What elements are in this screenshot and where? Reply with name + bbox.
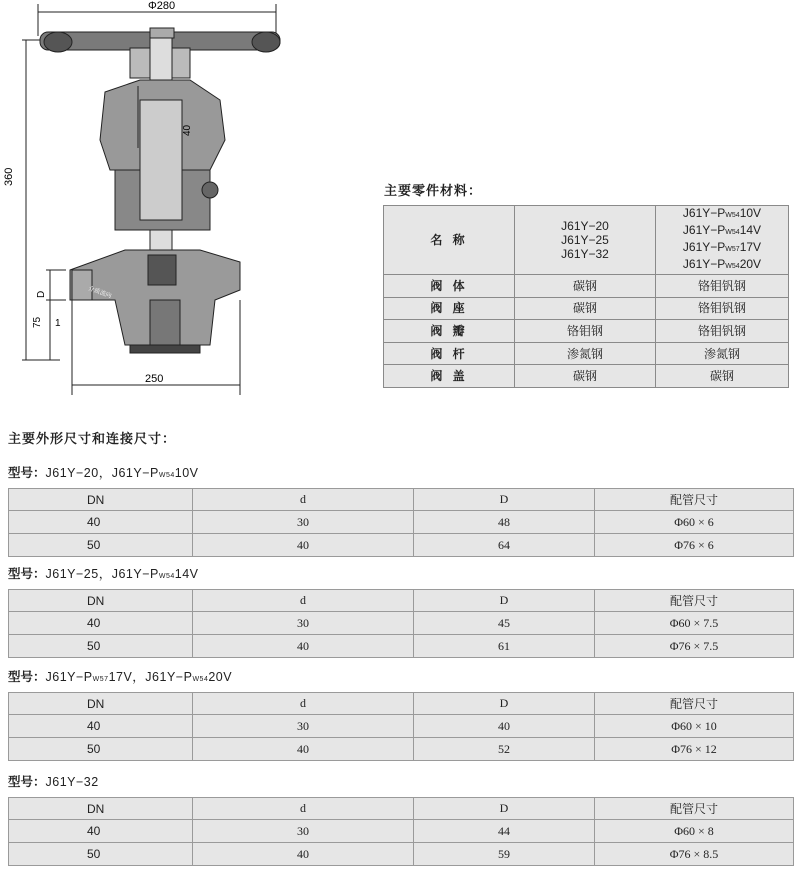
dimension-cell: 30: [193, 511, 414, 534]
model-text: 14V: [174, 567, 199, 581]
material-grade-1: 碳钢: [515, 365, 656, 388]
material-grade-2: 铬钼钒钢: [656, 275, 789, 298]
dimension-cell: Φ76 × 8.5: [595, 843, 794, 866]
dimension-row: [9, 635, 794, 658]
dimension-cell: 50: [9, 534, 193, 557]
column-header: D: [414, 693, 595, 715]
dimension-cell: Φ60 × 7.5: [595, 612, 794, 635]
model-label: [8, 564, 199, 582]
model-label-value: [46, 775, 99, 789]
dimension-cell: Φ60 × 6: [595, 511, 794, 534]
dimension-header-row: [9, 489, 794, 511]
column-header: d: [193, 590, 414, 612]
column-header: 配管尺寸: [595, 798, 794, 820]
model-suffix: 10V: [739, 206, 762, 220]
model-subscript: W57: [92, 676, 109, 683]
dimension-cell: 40: [9, 820, 193, 843]
dimension-table: [8, 589, 794, 658]
dimension-row: [9, 738, 794, 761]
material-grade-1: 渗氮钢: [515, 342, 656, 365]
dimension-cell: 40: [9, 612, 193, 635]
dimension-cell: 50: [9, 843, 193, 866]
model-name: [656, 206, 788, 223]
dim-d-label: D: [36, 290, 47, 298]
dimension-cell: 48: [414, 511, 595, 534]
model-subscript: W54: [725, 229, 740, 236]
dimension-cell: 40: [9, 715, 193, 738]
valve-drawing: [0, 0, 300, 400]
column-header: DN: [9, 798, 193, 820]
column-header: D: [414, 590, 595, 612]
model-subscript: W54: [725, 263, 740, 270]
model-label-prefix: 型号：: [8, 566, 46, 581]
dimension-row: [9, 534, 794, 557]
dimension-cell: Φ76 × 12: [595, 738, 794, 761]
dimension-cell: 61: [414, 635, 595, 658]
material-grade-1: 铬钼钢: [515, 320, 656, 343]
dimension-cell: Φ76 × 7.5: [595, 635, 794, 658]
dim-width-label: 250: [145, 373, 164, 385]
model-prefix: J61Y−P: [682, 257, 726, 271]
column-header: d: [193, 489, 414, 511]
dimension-header-row: [9, 590, 794, 612]
part-name: 阀 盖: [384, 365, 515, 388]
model-subscript: W54: [725, 212, 740, 219]
model-suffix: 17V: [739, 240, 762, 254]
dimension-row: [9, 820, 794, 843]
dimension-cell: 45: [414, 612, 595, 635]
dimension-table: [8, 692, 794, 761]
dimensions-title: 主要外形尺寸和连接尺寸：: [8, 432, 177, 447]
dimension-cell: 40: [193, 738, 414, 761]
column-header: DN: [9, 590, 193, 612]
model-text: J61Y−32: [45, 775, 99, 789]
model-prefix: J61Y−P: [682, 223, 726, 237]
model-text: 17V，J61Y−P: [108, 670, 193, 684]
column-header: D: [414, 798, 595, 820]
dimension-cell: 52: [414, 738, 595, 761]
model-subscript: W54: [158, 573, 175, 580]
model-subscript: W54: [192, 676, 209, 683]
model-subscript: W54: [158, 472, 175, 479]
materials-row: [384, 365, 789, 388]
model-group-1: [515, 206, 656, 275]
dim-top-label: Φ280: [148, 0, 176, 12]
model-label-value: [46, 567, 199, 581]
part-name: 阀 座: [384, 297, 515, 320]
material-grade-1: 碳钢: [515, 297, 656, 320]
dimension-cell: 40: [193, 843, 414, 866]
model-text: 10V: [174, 466, 199, 480]
model-suffix: 14V: [739, 223, 762, 237]
name-header: 名 称: [384, 206, 515, 275]
dimension-cell: 40: [193, 635, 414, 658]
column-header: d: [193, 693, 414, 715]
dimension-cell: 40: [193, 534, 414, 557]
dimension-row: [9, 715, 794, 738]
dim-75-label: 75: [32, 316, 43, 328]
model-suffix: 20V: [739, 257, 762, 271]
dimension-cell: 40: [9, 511, 193, 534]
material-grade-2: 铬钼钒钢: [656, 297, 789, 320]
model-prefix: J61Y−P: [682, 206, 726, 220]
dimension-header-row: [9, 798, 794, 820]
model-text: J61Y−20，J61Y−P: [45, 466, 159, 480]
dimension-table: [8, 797, 794, 866]
column-header: D: [414, 489, 595, 511]
materials-row: [384, 275, 789, 298]
dimension-cell: Φ60 × 10: [595, 715, 794, 738]
model-label: [8, 463, 199, 481]
dimension-cell: 50: [9, 738, 193, 761]
material-grade-2: 铬钼钒钢: [656, 320, 789, 343]
dimension-header-row: [9, 693, 794, 715]
model-label-value: [46, 466, 199, 480]
model-prefix: J61Y−P: [682, 240, 726, 254]
column-header: DN: [9, 489, 193, 511]
dimension-cell: 59: [414, 843, 595, 866]
column-header: d: [193, 798, 414, 820]
column-header: DN: [9, 693, 193, 715]
model-name: J61Y−20: [561, 219, 609, 233]
part-name: 阀 杆: [384, 342, 515, 365]
dimension-cell: 64: [414, 534, 595, 557]
model-subscript: W57: [725, 246, 740, 253]
material-grade-2: 渗氮钢: [656, 342, 789, 365]
model-label-prefix: 型号：: [8, 669, 46, 684]
materials-table: [383, 205, 789, 388]
dimension-table: [8, 488, 794, 557]
dim-1-label: 1: [55, 318, 61, 329]
materials-row: [384, 342, 789, 365]
model-label-value: [46, 670, 233, 684]
model-name: [656, 223, 788, 240]
dimension-cell: 30: [193, 612, 414, 635]
model-label: [8, 772, 99, 790]
dimension-cell: 30: [193, 715, 414, 738]
flow-direction-label: 介质流向: [87, 285, 113, 300]
dim-stroke-label: 40: [182, 124, 193, 136]
materials-title: 主要零件材料：: [384, 184, 483, 199]
model-group-2: [656, 206, 789, 275]
column-header: 配管尺寸: [595, 693, 794, 715]
model-name: [656, 240, 788, 257]
dimension-cell: 40: [414, 715, 595, 738]
model-name: J61Y−32: [561, 247, 609, 261]
dimension-cell: 50: [9, 635, 193, 658]
dimension-row: [9, 511, 794, 534]
material-grade-1: 碳钢: [515, 275, 656, 298]
model-label-prefix: 型号：: [8, 774, 46, 789]
dim-height-label: 360: [3, 167, 15, 186]
model-text: 20V: [208, 670, 233, 684]
materials-header-row: [384, 206, 789, 275]
column-header: 配管尺寸: [595, 590, 794, 612]
model-name: J61Y−25: [561, 233, 609, 247]
model-name: [656, 257, 788, 274]
dimension-row: [9, 612, 794, 635]
model-label-prefix: 型号：: [8, 465, 46, 480]
dimension-row: [9, 843, 794, 866]
model-label: [8, 667, 232, 685]
part-name: 阀 瓣: [384, 320, 515, 343]
dimension-cell: 44: [414, 820, 595, 843]
model-text: J61Y−P: [45, 670, 93, 684]
dimension-cell: Φ60 × 8: [595, 820, 794, 843]
dimension-cell: 30: [193, 820, 414, 843]
dimension-cell: Φ76 × 6: [595, 534, 794, 557]
part-name: 阀 体: [384, 275, 515, 298]
materials-row: [384, 297, 789, 320]
material-grade-2: 碳钢: [656, 365, 789, 388]
materials-row: [384, 320, 789, 343]
column-header: 配管尺寸: [595, 489, 794, 511]
model-text: J61Y−25，J61Y−P: [45, 567, 159, 581]
